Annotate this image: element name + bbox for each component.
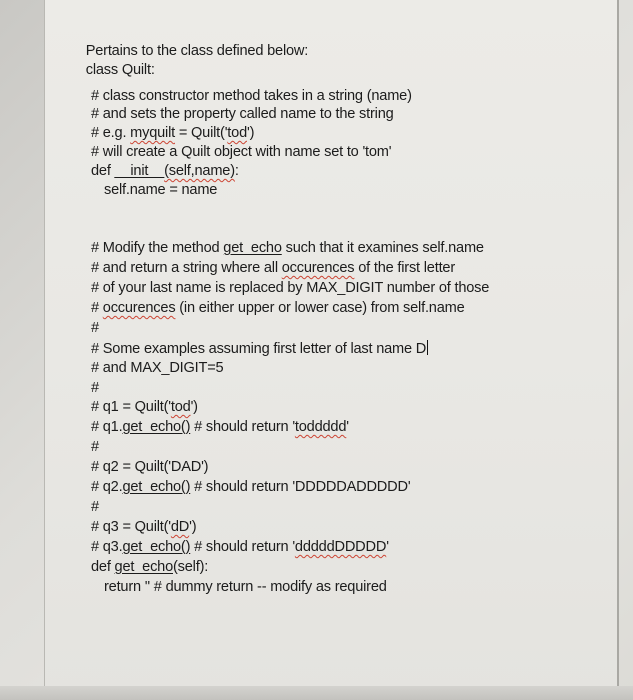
comment-line: # Some examples assuming first letter of last name D	[91, 341, 427, 357]
text-cursor	[427, 340, 428, 355]
example-line: # q1 = Quilt('tod')	[91, 399, 198, 415]
example-line: # q3 = Quilt('dD')	[91, 519, 197, 535]
comment-line: # Modify the method get_echo such that it examines self.name	[91, 240, 484, 256]
page-bottom-edge	[0, 686, 633, 700]
example-line: # q3.get_echo() # should return 'dddddDDDDD'	[91, 539, 389, 555]
example-line: # q2.get_echo() # should return 'DDDDDADDDDD'	[91, 479, 411, 495]
intro-line: Pertains to the class defined below:	[85, 43, 309, 59]
example-line: # q1.get_echo() # should return 'toddddd'	[91, 419, 349, 435]
get-echo-definition: def get_echo(self):	[91, 559, 209, 575]
class-declaration: class Quilt:	[85, 62, 155, 78]
comment-line: # and return a string where all occurences of the first letter	[91, 260, 456, 276]
comment-line: # and MAX_DIGIT=5	[91, 360, 224, 376]
comment-line: # of your last name is replaced by MAX_DIGIT number of those	[91, 280, 490, 296]
get-echo-return: return '' # dummy return -- modify as required	[104, 579, 387, 595]
comment-line: # and sets the property called name to the string	[91, 106, 394, 122]
example-line: #	[91, 499, 99, 515]
comment-line: # occurences (in either upper or lower case) from self.name	[91, 300, 465, 316]
init-body: self.name = name	[104, 182, 218, 198]
comment-line: #	[91, 320, 99, 336]
comment-line: # class constructor method takes in a string (name)	[91, 88, 412, 104]
comment-line: # e.g. myquilt = Quilt('tod')	[91, 125, 255, 141]
example-line: # q2 = Quilt('DAD')	[91, 459, 209, 475]
init-definition: def __init__(self,name):	[91, 163, 239, 179]
comment-line: # will create a Quilt object with name set to 'tom'	[91, 144, 392, 160]
comment-line: #	[91, 380, 99, 396]
example-line: #	[91, 439, 99, 455]
